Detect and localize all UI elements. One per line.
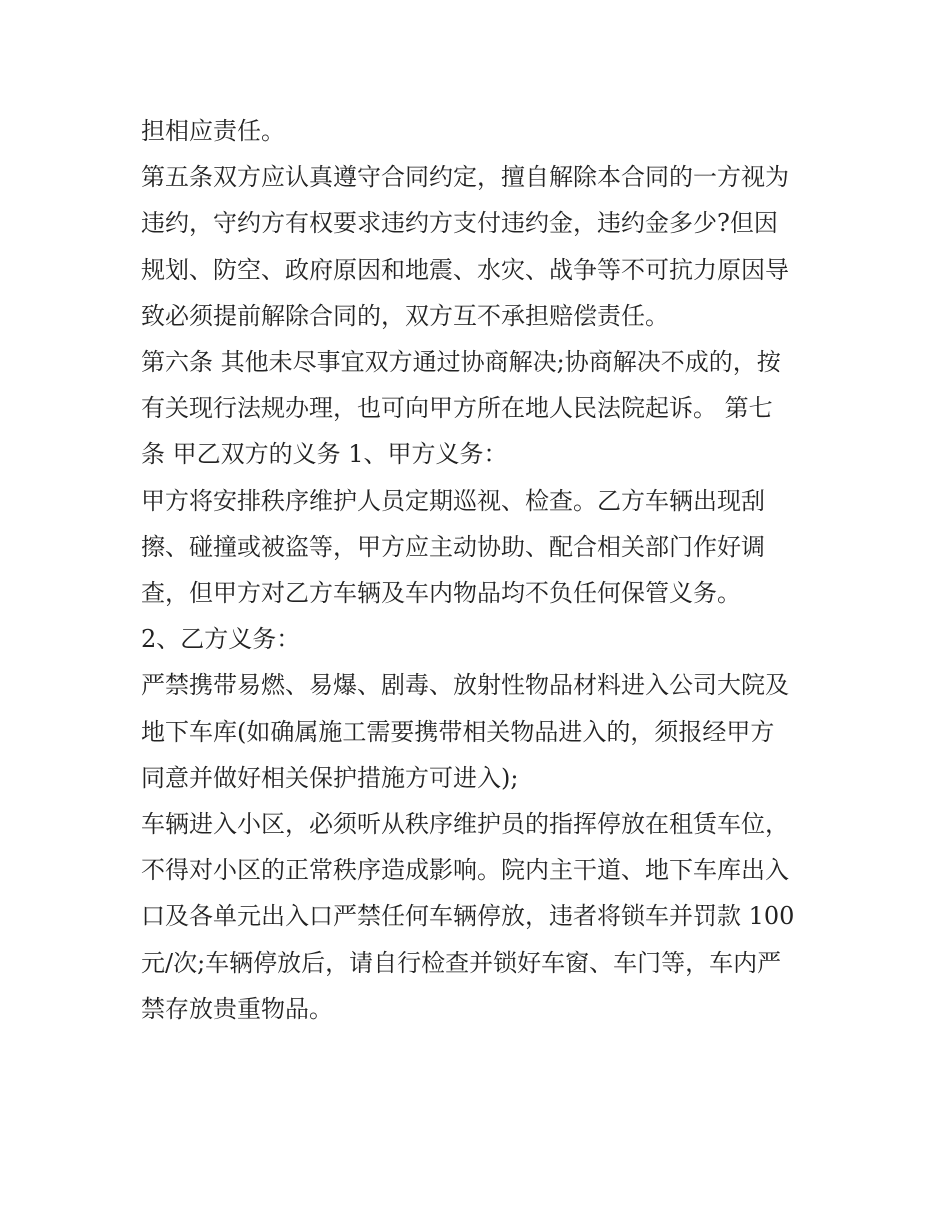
text-line: 禁存放贵重物品。 [141,994,333,1023]
document-page [141,108,821,1032]
text-line: 严禁携带易燃、易爆、剧毒、放射性物品材料进入公司大院及 [141,671,789,700]
text-line: 甲方将安排秩序维护人员定期巡视、检查。乙方车辆出现刮 [141,486,765,515]
text-line: 违约，守约方有权要求违约方支付违约金，违约金多少?但因 [141,209,778,238]
text-line: 地下车库(如确属施工需要携带相关物品进入的，须报经甲方 [141,717,775,746]
text-line: 查，但甲方对乙方车辆及车内物品均不负任何保管义务。 [141,579,741,608]
text-line: 擦、碰撞或被盗等，甲方应主动协助、配合相关部门作好调 [141,532,765,561]
text-line: 车辆进入小区，必须听从秩序维护员的指挥停放在租赁车位， [141,810,789,839]
text-line: 第六条 其他未尽事宜双方通过协商解决;协商解决不成的，按 [141,348,781,377]
text-line: 元/次;车辆停放后，请自行检查并锁好车窗、车门等，车内严 [141,948,782,977]
text-line: 不得对小区的正常秩序造成影响。院内主干道、地下车库出入 [141,856,789,885]
text-line: 有关现行法规办理，也可向甲方所在地人民法院起诉。 第七 [141,394,773,423]
text-line: 规划、防空、政府原因和地震、水灾、战争等不可抗力原因导 [141,255,789,284]
text-line: 担相应责任。 [141,117,285,145]
text-line: 同意并做好相关保护措施方可进入); [141,763,519,792]
text-line: 致必须提前解除合同的，双方互不承担赔偿责任。 [141,301,669,330]
text-line: 2、乙方义务： [141,625,301,654]
text-line: 条 甲乙双方的义务 1、甲方义务： [141,440,508,469]
text-line: 口及各单元出入口严禁任何车辆停放，违者将锁车并罚款 100 [141,902,795,931]
text-line: 第五条双方应认真遵守合同约定，擅自解除本合同的一方视为 [141,163,789,192]
